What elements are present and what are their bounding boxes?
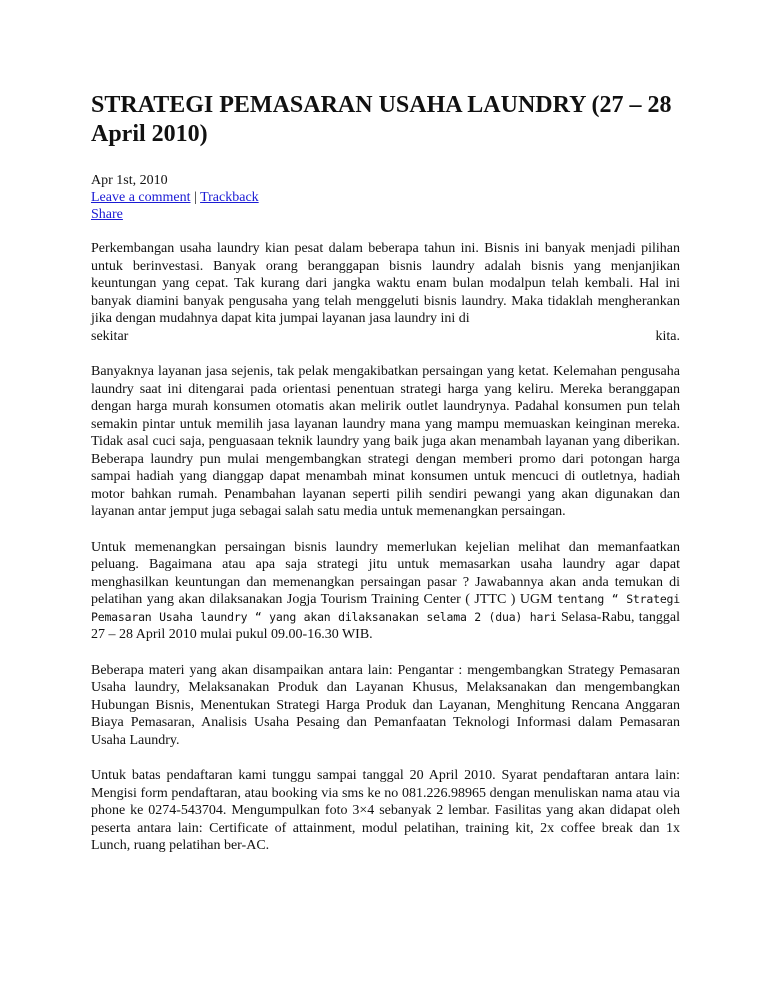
paragraph-3-text-b: tentang “ Strategi Pemasaran Usaha laundry “ yang akan dilaksanakan selama 2 (dua) hari — [91, 592, 681, 624]
separator: | — [194, 190, 197, 205]
paragraph-1-text: Perkembangan usaha laundry kian pesat dalam beberapa tahun ini. Bisnis ini banyak menjadi pilihan untuk berinvestasi. Banyak orang beranggapan bisnis laundry adalah bisnis yang menjanjikan keuntungan yang cepat. Tak kurang dari jangka waktu enam bulan modalpun telah kembali. Hal ini banyak diamini banyak pengusaha yang telah menggeluti bisnis laundry. Maka tidaklah mengherankan jika dengan mudahnya dapat kita jumpai layanan jasa laundry ini di — [91, 241, 680, 326]
page-title: STRATEGI PEMASARAN USAHA LAUNDRY (27 – 28 April 2010) — [91, 92, 672, 147]
post-actions — [91, 189, 680, 206]
paragraph-1-end-right: kita. — [655, 328, 680, 344]
article — [91, 91, 680, 855]
paragraph-4: Beberapa materi yang akan disampaikan antara lain: Pengantar : mengembangkan Strategy Pemasaran Usaha laundry, Melaksanakan Produk dan Layanan Khusus, Melaksanakan dan mengembangkan Hubungan Bisnis, Menentukan Strategi Harga Produk dan Layanan, Menghitung Rencana Anggaran Biaya Pemasaran, Analisis Usaha Pesaing dan Pemanfaatan Teknologi Informasi dalam Pemasaran Usaha Laundry. — [91, 662, 680, 748]
share-link[interactable]: Share — [91, 207, 123, 222]
paragraph-5: Untuk batas pendaftaran kami tunggu sampai tanggal 20 April 2010. Syarat pendaftaran antara lain: Mengisi form pendaftaran, atau booking via sms ke no 081.226.98965 dengan menuliskan nama atau via phone ke 0274-543704. Mengumpulkan foto 3×4 sebanyak 2 lembar. Fasilitas yang akan didapat oleh peserta antara lain: Certificate of attainment, modul pelatihan, training kit, 2x coffee break dan 1x Lunch, ruang pelatihan ber-AC. — [91, 768, 680, 853]
paragraph-3 — [91, 539, 680, 644]
paragraph-2: Banyaknya layanan jasa sejenis, tak pelak mengakibatkan persaingan yang ketat. Kelemahan pengusaha laundry saat ini ditengarai pada orientasi penentuan strategi harga yang keliru. Mereka beranggapan dengan harga murah konsumen otomatis akan melirik outlet laundrynya. Padahal konsumen pun telah semakin pintar untuk memilih jasa layanan laundry mana yang mampu memuaskan keinginan mereka. Tidak asal cuci saja, penguasaan teknik laundry yang baik juga akan menambah layanan yang diberikan. Beberapa laundry pun mulai mengembangkan strategi dengan memberi promo dari potongan harga sampai hadiah yang dianggap dapat menambah minat konsumen untuk mencuci di outletnya, hadiah motor bahkan rumah. Penambahan layanan seperti pilih sendiri pewangi yang akan digunakan dan layanan antar jemput juga sebagai salah satu media untuk memenangkan persaingan. — [91, 364, 680, 519]
paragraph-1 — [91, 240, 680, 345]
paragraph-3-text-a: Untuk memenangkan persaingan bisnis laundry memerlukan kejelian melihat dan memanfaatkan peluang. Bagaimana atau apa saja strategi jitu untuk memasarkan usaha laundry agar dapat menghasilkan keuntungan dan memenangkan persaingan pasar ? Jawabannya akan anda temukan di pelatihan yang akan dilaksanakan Jogja Tourism Training Center ( JTTC ) UGM — [91, 539, 680, 607]
paragraph-3-text-c: Selasa-Rabu, tanggal 27 – 28 April 2010 mulai pukul 09.00-16.30 WIB. — [91, 609, 680, 642]
trackback-link[interactable]: Trackback — [200, 190, 259, 205]
post-meta — [91, 172, 680, 223]
paragraph-1-end-left: sekitar — [91, 328, 129, 344]
leave-comment-link[interactable]: Leave a comment — [91, 190, 191, 205]
paragraph-1-last-line — [91, 328, 680, 346]
post-date: Apr 1st, 2010 — [91, 173, 168, 188]
